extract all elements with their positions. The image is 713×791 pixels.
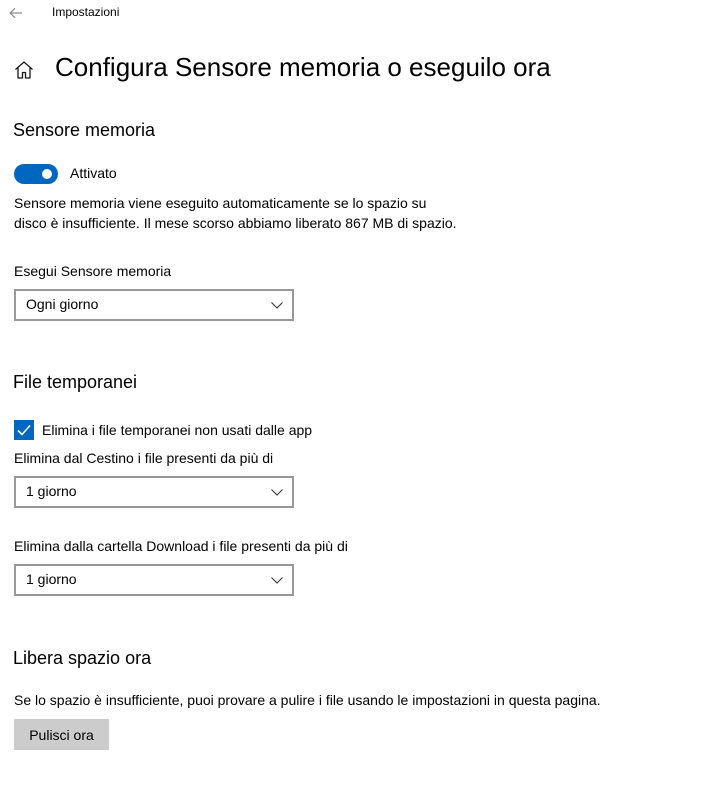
recycle-bin-value: 1 giorno	[26, 483, 77, 499]
chevron-down-icon	[270, 573, 284, 587]
app-title: Impostazioni	[52, 5, 120, 19]
storage-sense-toggle[interactable]	[14, 164, 58, 184]
run-storage-sense-dropdown[interactable]	[14, 289, 294, 321]
downloads-label: Elimina dalla cartella Download i file presenti da più di	[14, 538, 348, 554]
downloads-dropdown[interactable]	[14, 564, 294, 596]
chevron-down-icon	[270, 298, 284, 312]
storage-sense-heading: Sensore memoria	[13, 120, 156, 140]
free-space-heading: Libera spazio ora	[13, 648, 152, 668]
recycle-bin-dropdown[interactable]	[14, 476, 294, 508]
recycle-bin-label: Elimina dal Cestino i file presenti da più di	[14, 450, 274, 466]
run-storage-sense-value: Ogni giorno	[26, 296, 99, 312]
delete-app-temp-label: Elimina i file temporanei non usati dalle app	[42, 422, 313, 438]
downloads-value: 1 giorno	[26, 571, 77, 587]
temp-files-heading: File temporanei	[13, 372, 138, 392]
back-arrow-icon	[9, 7, 23, 19]
back-button[interactable]	[0, 0, 32, 26]
home-button[interactable]	[10, 56, 38, 84]
run-storage-sense-label: Esegui Sensore memoria	[14, 263, 172, 279]
delete-app-temp-checkbox[interactable]	[14, 420, 34, 440]
storage-sense-toggle-label: Attivato	[70, 165, 117, 181]
chevron-down-icon	[270, 485, 284, 499]
storage-sense-description: Sensore memoria viene eseguito automaticamente se lo spazio su disco è insufficiente. Il mese scorso abbiamo liberato 867 MB di spazio.	[14, 195, 457, 231]
home-icon	[13, 59, 35, 81]
page-title: Configura Sensore memoria o eseguilo ora	[55, 52, 551, 82]
checkmark-icon	[14, 420, 34, 440]
free-space-description: Se lo spazio è insufficiente, puoi provare a pulire i file usando le impostazioni in questa pagina.	[14, 692, 601, 708]
clean-now-button[interactable]: Pulisci ora	[14, 719, 109, 750]
